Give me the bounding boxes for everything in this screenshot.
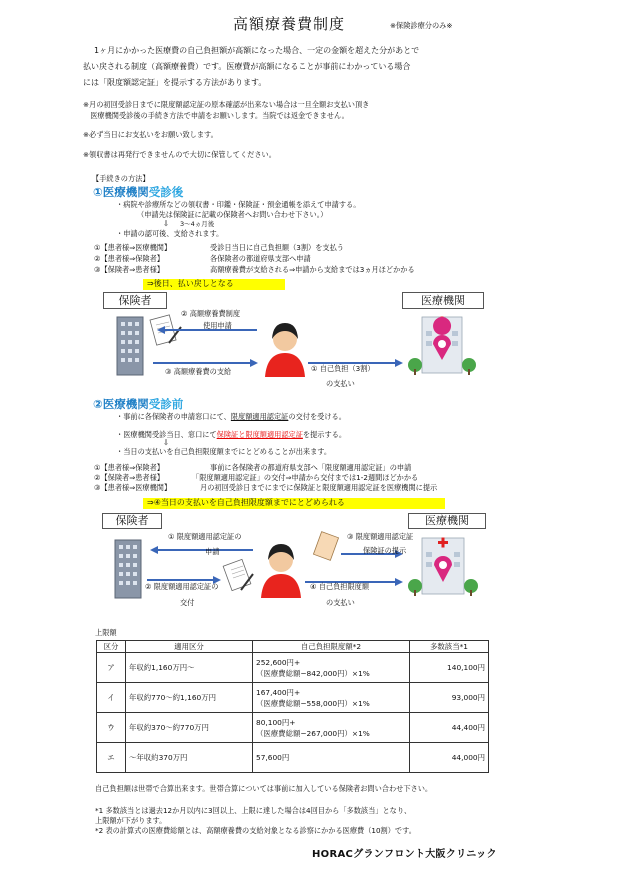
cell-multi: 44,000円 (410, 743, 489, 773)
intro-line: には「限度額認定証」を提示する方法があります。 (83, 78, 267, 87)
s2-arrow1-label: ① 限度額適用認定証の (168, 532, 242, 541)
cell-multi: 93,000円 (410, 683, 489, 713)
insurer-label: 保険者 (103, 292, 167, 309)
s1-line: ・申請の認可後、支給されます。 (116, 229, 224, 238)
s1-step: ②【患者様⇒保険者】 (94, 254, 164, 263)
table-row (97, 683, 489, 713)
s2-step: ②【保険者⇒患者様】 (94, 473, 164, 482)
col-header: 自己負担限度額*2 (253, 641, 410, 653)
table-row (97, 743, 489, 773)
cell-category: イ (97, 683, 126, 713)
hospital-icon (408, 317, 476, 376)
table-row (97, 653, 489, 683)
cell-multi: 44,400円 (410, 713, 489, 743)
s2-step: ①【患者様⇒保険者】 (94, 463, 164, 472)
s2-arrow2-label: ② 限度額適用認定証の (145, 582, 219, 591)
table-header-row (97, 641, 489, 653)
s2-line: ・事前に各保険者の申請窓口にて、限度額適用認定証の交付を受ける。 (116, 412, 346, 421)
s2-step: ③【患者様⇒医療機関】 (94, 483, 172, 492)
down-arrow-icon: ⇩ (163, 219, 170, 228)
s1-line: 3～4ヵ月後 (180, 220, 215, 228)
hospital-icon (408, 538, 478, 597)
person-icon (265, 323, 305, 377)
s1-step-desc: 高額療養費が支給される⇒申請から支給までは3ヵ月ほどかかる (210, 265, 415, 274)
building-icon (117, 317, 143, 375)
building-icon (115, 540, 141, 598)
footnote: 上限額が下がります。 (95, 816, 167, 825)
note-line: ※領収書は再発行できませんので大切に保管してください。 (83, 150, 276, 159)
title-note: ※保険診療分のみ※ (390, 21, 453, 30)
table-row (97, 713, 489, 743)
limit-table (96, 640, 489, 773)
s2-step-desc: 「限度額適用認定証」の交付⇒申請から交付までは1-2週間ほどかかる (192, 473, 419, 482)
cell-category: ア (97, 653, 126, 683)
s1-step-desc: 受診日当日に自己負担額（3割）を支払う (210, 243, 344, 252)
intro-line: 払い戻される制度（高額療養費）です。医療費が高額になることが事前にわかっている場合 (83, 62, 411, 71)
col-header: 適用区分 (126, 641, 253, 653)
clinic-label: 医療機関 (408, 513, 486, 529)
clinic-name: HORACグランフロント大阪クリニック (312, 849, 497, 860)
s1-step: ①【患者様⇒医療機関】 (94, 243, 172, 252)
s2-arrow4-label: の支払い (326, 598, 355, 607)
cell-category: ウ (97, 713, 126, 743)
s1-flow-diagram (95, 305, 495, 385)
s2-arrow1-label: 申請 (205, 547, 220, 556)
note-line: 医療機関受診後の手続き方法で申請をお願いします。当院では返金できません。 (83, 111, 349, 120)
cell-limit: 252,600円+ （医療費総額−842,000円）×1% (253, 653, 410, 683)
s2-arrow3-label: ③ 限度額適用認定証 (347, 532, 414, 541)
s2-flow-diagram (95, 524, 495, 612)
s2-arrow3-label: 保険証の提示 (363, 546, 407, 555)
table-caption: 上限額 (95, 628, 117, 637)
s2-line: ・当日の支払いを自己負担限度額までにとどめることが出来ます。 (116, 447, 332, 456)
s2-line: ・医療機関受診当日、窓口にて保険証と限度額適用認定証を提示する。 (116, 430, 347, 439)
footnote: *2 表の計算式の医療費総額とは、高額療養費の支給対象となる診察にかかる医療費（10割）です。 (95, 826, 416, 835)
cell-limit: 57,600円 (253, 743, 410, 773)
s1-step-desc: 各保険者の都道府県支部へ申請 (210, 254, 311, 263)
col-header: 多数該当*1 (410, 641, 489, 653)
s1-arrow1-label: の支払い (326, 379, 355, 388)
col-header: 区分 (97, 641, 126, 653)
insurer-label: 保険者 (102, 513, 162, 529)
s1-line: ・病院や診療所などの領収書・印鑑・保険証・預金通帳を添えて申請する。 (116, 200, 361, 209)
procedure-heading: 【手続きの方法】 (92, 174, 150, 183)
s2-step-desc: 事前に各保険者の都道府県支部へ「限度額適用認定証」の申請 (210, 463, 412, 472)
document-icon (223, 559, 253, 590)
cell-category: エ (97, 743, 126, 773)
s1-arrow2-label: 使用申請 (203, 321, 232, 330)
note-line: ※月の初回受診日までに限度額認定証の原本確認が出来ない場合は一旦全額お支払い頂き (83, 100, 370, 109)
cell-limit: 167,400円+ （医療費総額−558,000円）×1% (253, 683, 410, 713)
note-line: ※必ず当日にお支払いをお願い致します。 (83, 130, 218, 139)
intro-line: 1ヶ月にかかった医療費の自己負担額が高額になった場合、一定の金額を超えた分があとで (94, 46, 420, 55)
cell-multi: 140,100円 (410, 653, 489, 683)
s1-arrow2-label: ② 高額療養費制度 (181, 309, 241, 318)
person-icon (261, 544, 301, 598)
s2-step-desc: 月の初回受診日までにまでに保険証と限度額適用認定証を医療機関に提示 (200, 483, 438, 492)
s2-arrow4-label: ④ 自己負担限度額 (310, 582, 370, 591)
cell-range: 年収約370～約770万円 (126, 713, 253, 743)
s1-banner: ⇒後日、払い戻しとなる (143, 279, 285, 290)
s1-line: （申請先は保険証に記載の保険者へお問い合わせ下さい。） (137, 210, 328, 219)
cell-range: ～年収約370万円 (126, 743, 253, 773)
page-title: 高額療養費制度 (233, 15, 346, 33)
section2-heading: ②医療機関受診前 (93, 397, 184, 411)
footnote: *1 多数該当とは過去12か月以内に3回以上、上限に達した場合は4回目から「多数該当」となり、 (95, 806, 412, 815)
cell-limit: 80,100円+ （医療費総額−267,000円）×1% (253, 713, 410, 743)
s1-step: ③【保険者⇒患者様】 (94, 265, 164, 274)
s2-arrow2-label: 交付 (180, 598, 195, 607)
s1-arrow3-label: ③ 高額療養費の支給 (165, 367, 232, 376)
cell-range: 年収約770～約1,160万円 (126, 683, 253, 713)
footnote: 自己負担額は世帯で合算出来ます。世帯合算については事前に加入している保険者お問い合わせ下さい。 (95, 784, 433, 793)
cell-range: 年収約1,160万円～ (126, 653, 253, 683)
card-icon (313, 532, 338, 561)
s2-banner: ⇒④当日の支払いを自己負担限度額までにとどめられる (143, 498, 445, 509)
down-arrow-icon: ⇩ (163, 438, 170, 447)
section1-heading: ①医療機関受診後 (93, 185, 184, 199)
clinic-label: 医療機関 (402, 292, 484, 309)
s1-arrow1-label: ① 自己負担（3割） (311, 364, 375, 373)
